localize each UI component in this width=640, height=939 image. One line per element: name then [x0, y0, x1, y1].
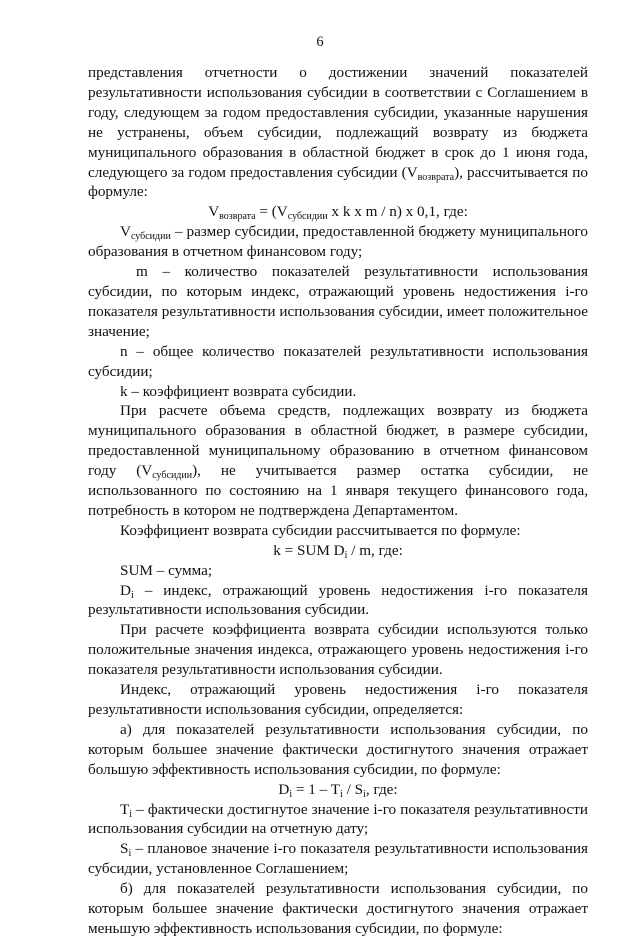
paragraph-index-definition: Индекс, отражающий уровень недостижения i-го показателя результативности использования субсидии, определяется:: [88, 681, 588, 718]
definition-si: $S_i$ – плановое значение i-го показателя результативности использования субсидии, установленное Соглашением;: [88, 840, 588, 878]
definition-m: m – количество показателей результативности использования субсидии, по которым индекс, отражающий уровень недостижения i-го показателя результативности использования субсидии, имеет положительное значение;: [88, 263, 588, 340]
document-body: [88, 63, 588, 939]
definition-sum: SUM – сумма;: [120, 561, 213, 579]
formula-return-volume: $V_{возврата} = (V_{субсидии}$ x k x m / n) x 0,1, где:: [208, 203, 468, 223]
paragraph-case-b: б) для показателей результативности использования субсидии, по которым большее значение фактически достигнутого значения отражает меньшую эффективность использования субсидии, по формуле:: [88, 880, 588, 937]
definition-k: k – коэффициент возврата субсидии.: [120, 382, 357, 400]
paragraph-return-conditions: представления отчетности о достижении значений показателей результативности использования субсидии в соответствии с Соглашением в году, следующем за годом предоставления субсидии, указанные нарушения не устранены, объем субсидии, подлежащий возврату из бюджета муниципального образования в областной бюджет в срок до 1 июня года, следующего за годом предоставления субсидии $(V_{возврата})$, рассчитывается по формуле:: [88, 64, 588, 201]
definition-v-subsidy: $V_{субсидии}$ – размер субсидии, предоставленной бюджету муниципального образования в отчетном финансовом году;: [88, 223, 588, 261]
paragraph-calculation-note: При расчете объема средств, подлежащих возврату из бюджета муниципального образования в областной бюджет, в размере субсидии, предоставленной муниципальному образованию в отчетном финансовом году $(V_{субсидии})$, не учитывается размер остатка субсидии, не использованного по состоянию на 1 января текущего финансового года, потребность в котором не подтверждена Департаментом.: [88, 402, 589, 519]
definition-di: $D_i$ – индекс, отражающий уровень недостижения i-го показателя результативности использования субсидии.: [88, 581, 588, 619]
formula-index-a: $D_i = 1 - T_i / S_i$, где:: [278, 780, 398, 800]
formula-coefficient: k = SUM $D_i$ / m, где:: [273, 541, 403, 561]
definition-n: n – общее количество показателей результативности использования субсидии;: [88, 342, 588, 380]
page-number: 6: [316, 34, 324, 50]
definition-ti: $T_i$ – фактически достигнутое значение i-го показателя результативности использования субсидии на отчетную дату;: [88, 800, 588, 838]
paragraph-case-a: а) для показателей результативности использования субсидии, по которым большее значение фактически достигнутого значения отражает большую эффективность использования субсидии, по формуле:: [88, 720, 588, 778]
paragraph-positive-values: При расчете коэффициента возврата субсидии используются только положительные значения индекса, отражающего уровень недостижения i-го показателя результативности использования субсидии.: [88, 621, 588, 679]
paragraph-coefficient-intro: Коэффициент возврата субсидии рассчитывается по формуле:: [120, 521, 521, 539]
